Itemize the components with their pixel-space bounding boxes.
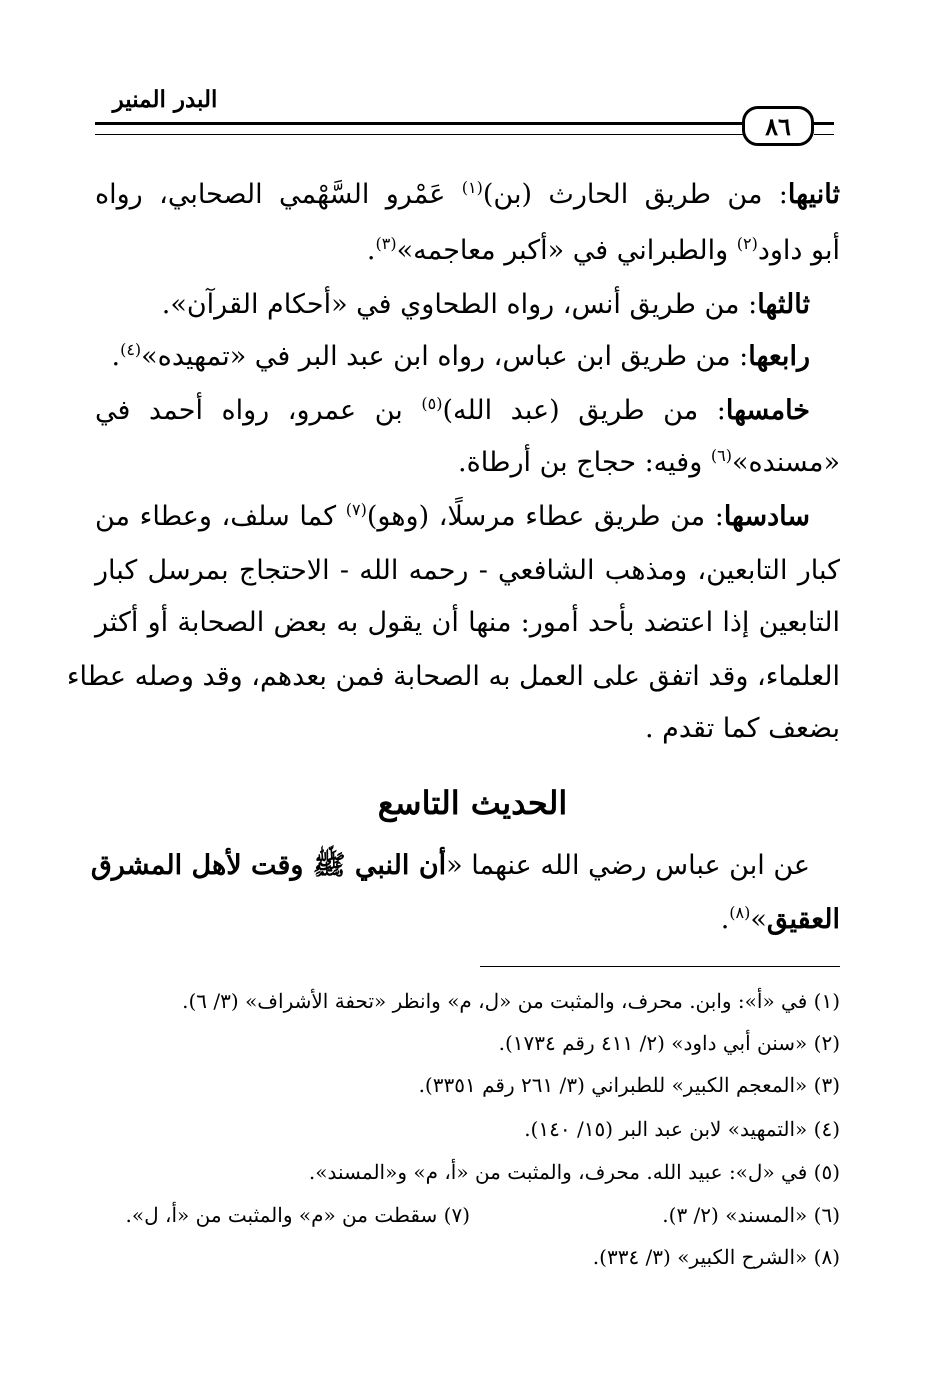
lead-word: سادسها [723, 501, 810, 532]
footnote-separator [480, 966, 840, 967]
body-line: رابعها: من طريق ابن عباس، رواه ابن عبد البر في «تمهيده»$^{(٤)}$. [111, 340, 810, 372]
footnote: (٦) «المسند» (٢/ ٣). [662, 1203, 840, 1227]
body-line: أبو داود$^{(٢)}$ والطبراني في «أكبر معاجمه»$^{(٣)}$. [366, 234, 840, 266]
footnote-ref: (٧) [345, 500, 367, 519]
footnote: (٤) «التمهيد» لابن عبد البر (١٥/ ١٤٠). [524, 1117, 840, 1141]
body-line: ثالثها: من طريق أنس، رواه الطحاوي في «أحكام القرآن». [161, 289, 810, 320]
footnote: (١) في «أ»: وابن. محرف، والمثبت من «ل، م» وانظر «تحفة الأشراف» (٣/ ٦). [182, 989, 840, 1013]
header-rule-end [814, 122, 834, 135]
footnote-ref: (١) [461, 178, 483, 197]
footnote-ref: (٢) [736, 234, 758, 253]
footnote: (٣) «المعجم الكبير» للطبراني (٣/ ٢٦١ رقم ٣٣٥١). [418, 1073, 840, 1097]
lead-word: ثانيها [787, 179, 840, 210]
footnote: (٧) سقطت من «م» والمثبت من «أ، ل». [125, 1203, 470, 1227]
lead-word: ثالثها [757, 289, 810, 320]
lead-word: خامسها [725, 395, 810, 426]
body-line: بضعف كما تقدم . [645, 713, 840, 744]
footnote-ref: (٨) [729, 903, 751, 922]
footnote-ref: (٤) [120, 340, 142, 359]
body-line: التابعين إذا اعتضد بأحد أمور: منها أن يقول به بعض الصحابة أو أكثر [95, 607, 840, 638]
footnote: (٥) في «ل»: عبيد الله. محرف، والمثبت من «أ، م» و«المسند». [308, 1160, 840, 1184]
body-line: ثانيها: من طريق الحارث (بن)$^{(١)}$ عَمْرو السَّهْمي الصحابي، رواه [95, 178, 840, 210]
footnote-ref: (٦) [710, 446, 732, 465]
lead-word: رابعها [748, 341, 810, 372]
footnote: (٨) «الشرح الكبير» (٣/ ٣٣٤). [592, 1245, 840, 1269]
running-title: البدر المنير [112, 86, 218, 113]
body-line: سادسها: من طريق عطاء مرسلًا، (وهو)$^{(٧)}$ كما سلف، وعطاء من [95, 500, 810, 532]
header-rule [95, 122, 745, 135]
body-line: كبار التابعين، ومذهب الشافعي - رحمه الله - الاحتجاج بمرسل كبار [95, 555, 840, 586]
body-line: «مسنده»$^{(٦)}$ وفيه: حجاج بن أرطاة. [458, 446, 840, 478]
hadith-matn: أن النبي ﷺ وقت لأهل المشرق [90, 850, 447, 881]
hadith-line: عن ابن عباس رضي الله عنهما «أن النبي ﷺ وقت لأهل المشرق [90, 850, 810, 881]
body-line: خامسها: من طريق (عبد الله)$^{(٥)}$ بن عمرو، رواه أحمد في [95, 394, 810, 426]
footnote-ref: (٣) [375, 234, 397, 253]
footnote: (٢) «سنن أبي داود» (٢/ ٤١١ رقم ١٧٣٤). [498, 1031, 840, 1055]
hadith-line: العقيق»$^{(٨)}$. [720, 903, 840, 935]
body-line: العلماء، وقد اتفق على العمل به الصحابة فمن بعدهم، وقد وصله عطاء [66, 661, 840, 692]
footnote-ref: (٥) [421, 394, 443, 413]
page-number: ٨٦ [742, 106, 814, 146]
section-heading: الحديث التاسع [377, 784, 568, 822]
hadith-matn: العقيق [766, 904, 840, 935]
